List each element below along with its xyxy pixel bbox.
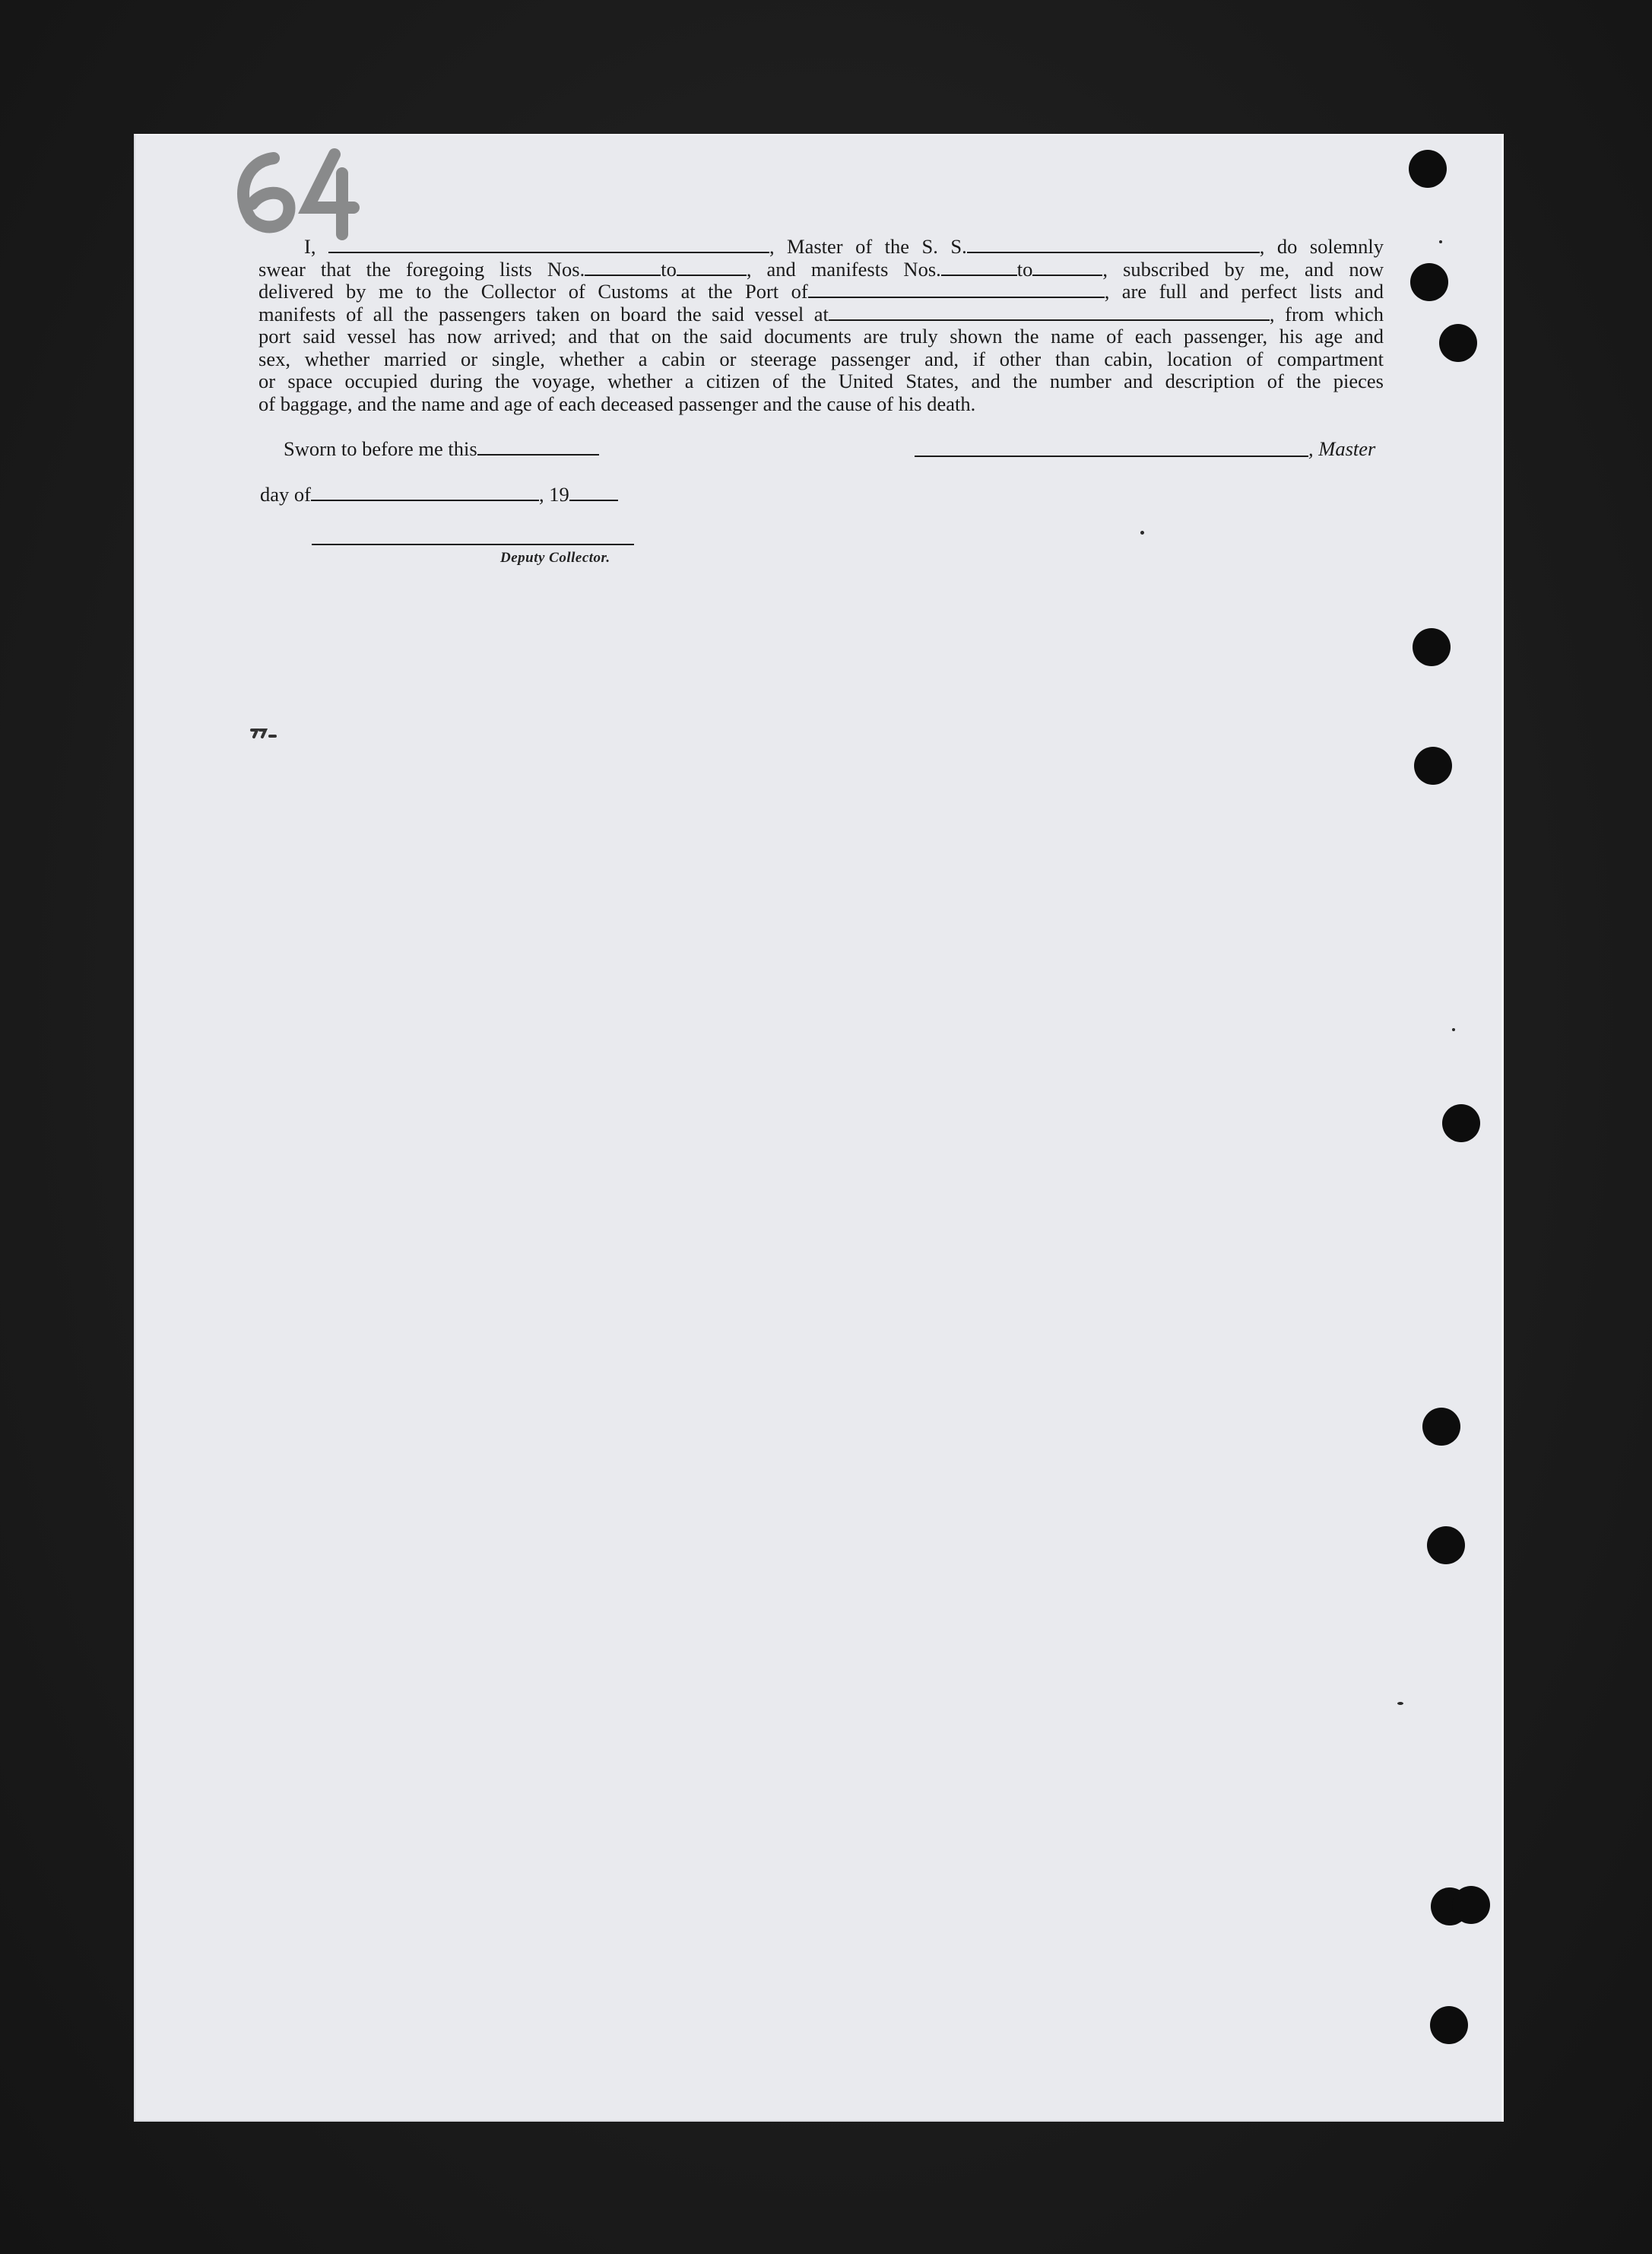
oath-line-8: of baggage, and the name and age of each deceased passenger and the cause of his death. xyxy=(258,392,976,415)
punch-hole xyxy=(1409,150,1447,188)
oath-line-4 xyxy=(258,303,1384,326)
oath-text: , are full and perfect lists and xyxy=(1104,280,1384,303)
day-of-label: day of xyxy=(260,483,311,506)
sworn-day-blank[interactable] xyxy=(477,440,599,456)
master-signature-line[interactable] xyxy=(915,456,1308,457)
year-blank[interactable] xyxy=(569,486,618,501)
master-label: , Master xyxy=(1308,437,1376,460)
oath-line-5: port said vessel has now arrived; and that on the said documents are truly shown the name of each passenger, his age and xyxy=(258,325,1384,348)
port-blank[interactable] xyxy=(808,283,1105,298)
punch-hole xyxy=(1422,1408,1460,1446)
punch-hole xyxy=(1410,263,1448,301)
oath-text: , and manifests Nos. xyxy=(746,257,941,281)
oath-text: , subscribed by me, and now xyxy=(1102,257,1384,281)
punch-hole xyxy=(1427,1526,1465,1564)
oath-text: to xyxy=(661,257,677,281)
oath-line-3 xyxy=(258,281,1384,303)
stamp-number xyxy=(220,143,388,242)
punch-hole xyxy=(1442,1104,1480,1142)
oath-text: delivered by me to the Collector of Customs at the Port of xyxy=(258,280,808,303)
year-label: , 19 xyxy=(538,483,569,506)
deputy-signature-line[interactable] xyxy=(312,544,634,545)
punch-hole xyxy=(1414,747,1452,785)
oath-text: , from which xyxy=(1269,302,1384,325)
day-of-row xyxy=(260,483,618,506)
manifests-to-blank[interactable] xyxy=(1032,261,1102,276)
punch-hole xyxy=(1413,628,1451,666)
month-blank[interactable] xyxy=(311,486,539,501)
oath-text: , do solemnly xyxy=(1259,235,1384,258)
oath-text: , Master of the S. S. xyxy=(769,235,967,258)
vessel-name-blank[interactable] xyxy=(967,238,1260,253)
sworn-label: Sworn to before me this xyxy=(284,437,477,460)
form-page xyxy=(134,134,1504,2122)
oath-line-2 xyxy=(258,259,1384,281)
oath-line-7: or space occupied during the voyage, whether a citizen of the United States, and the number and description of the pieces xyxy=(258,370,1384,392)
punch-hole xyxy=(1430,2006,1468,2044)
speck xyxy=(1439,240,1442,243)
lists-from-blank[interactable] xyxy=(585,261,661,276)
oath-text: I, xyxy=(304,235,328,258)
oath-line-1 xyxy=(258,236,1384,259)
oath-text: swear that the foregoing lists Nos. xyxy=(258,257,585,281)
sworn-row xyxy=(284,437,599,461)
manifests-from-blank[interactable] xyxy=(941,261,1017,276)
punch-hole xyxy=(1452,1886,1490,1924)
speck xyxy=(1397,1702,1403,1705)
departure-port-blank[interactable] xyxy=(829,306,1270,321)
oath-line-6: sex, whether married or single, whether a cabin or steerage passenger and, if other than cabin, location of compartment xyxy=(258,347,1384,370)
margin-mark xyxy=(249,726,278,740)
oath-text: to xyxy=(1016,257,1033,281)
speck xyxy=(1140,531,1144,535)
deputy-collector-caption: Deputy Collector. xyxy=(500,550,610,566)
punch-hole xyxy=(1439,324,1477,362)
oath-text: manifests of all the passengers taken on board the said vessel at xyxy=(258,302,829,325)
speck xyxy=(1452,1028,1455,1031)
oath-paragraph xyxy=(258,236,1384,415)
master-name-blank[interactable] xyxy=(328,238,769,253)
lists-to-blank[interactable] xyxy=(677,261,747,276)
